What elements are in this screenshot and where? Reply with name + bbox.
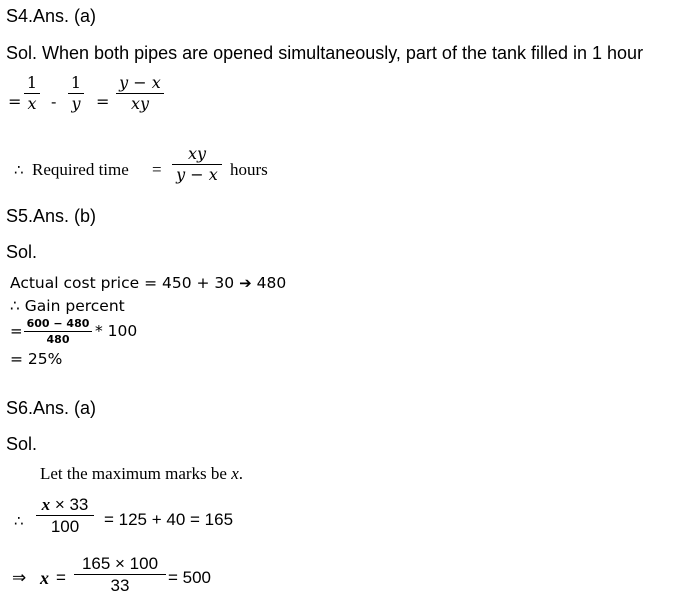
fraction-16500-over-33 <box>74 555 166 594</box>
variable-x: x <box>231 464 239 483</box>
denominator: y − x <box>176 165 218 184</box>
fraction-x-times-33-over-100 <box>36 496 94 535</box>
implies-arrow-icon: ⇒ <box>12 568 27 588</box>
let-text: Let the maximum marks be <box>40 464 227 483</box>
s5-heading: S5.Ans. (b) <box>6 206 97 226</box>
equals-sign: = <box>96 92 110 111</box>
fraction-y-minus-x-over-xy <box>116 75 164 112</box>
s5-cost-price-line <box>10 274 286 292</box>
numerator: 1 <box>70 73 82 92</box>
fraction-1-over-x <box>24 75 40 112</box>
denominator: 100 <box>50 517 80 536</box>
therefore-symbol: ∴ <box>14 161 24 179</box>
s4-heading: S4.Ans. (a) <box>6 6 97 26</box>
cost-price-text: Actual cost price = 450 + 30 <box>10 274 235 292</box>
minus-sign: - <box>51 92 57 111</box>
variable-x: x <box>40 568 49 588</box>
equation-result: = 500 <box>168 568 212 587</box>
required-time-label: Required time <box>32 160 129 179</box>
s6-sol-label: Sol. <box>6 434 38 454</box>
hours-unit: hours <box>230 160 268 179</box>
equals-sign: = <box>8 92 22 111</box>
s6-let-statement <box>40 464 243 484</box>
equals-sign: = <box>152 160 162 179</box>
s5-sol-label: Sol. <box>6 242 38 262</box>
fraction-1-over-y <box>68 75 84 112</box>
numerator: 1 <box>26 73 38 92</box>
times-100: * 100 <box>95 322 138 340</box>
cost-price-result: 480 <box>256 274 287 292</box>
denominator: x <box>27 94 37 113</box>
therefore-symbol: ∴ <box>14 512 24 530</box>
denominator: 33 <box>110 576 130 595</box>
equals-sign: = <box>10 322 23 340</box>
s4-solution-line: Sol. When both pipes are opened simultaneously, part of the tank filled in 1 hour <box>6 43 644 63</box>
denominator: xy <box>130 94 150 113</box>
s5-gain-percent-label: ∴ Gain percent <box>10 297 125 315</box>
numerator: x × 33 <box>41 495 89 514</box>
s6-heading: S6.Ans. (a) <box>6 398 97 418</box>
equation-tail: = 125 + 40 = 165 <box>104 510 234 529</box>
numerator: xy <box>187 144 207 163</box>
numerator: y − x <box>119 73 161 92</box>
denominator: 480 <box>46 333 70 346</box>
equals-sign: = <box>56 568 66 587</box>
period: . <box>238 464 243 483</box>
s5-result: = 25% <box>10 350 63 368</box>
fraction-xy-over-y-minus-x <box>172 146 222 183</box>
fraction-600-minus-480-over-480 <box>24 318 92 345</box>
numerator: 600 − 480 <box>26 317 90 330</box>
arrow-icon: ➔ <box>239 274 252 292</box>
numerator: 165 × 100 <box>81 554 159 573</box>
denominator: y <box>71 94 81 113</box>
